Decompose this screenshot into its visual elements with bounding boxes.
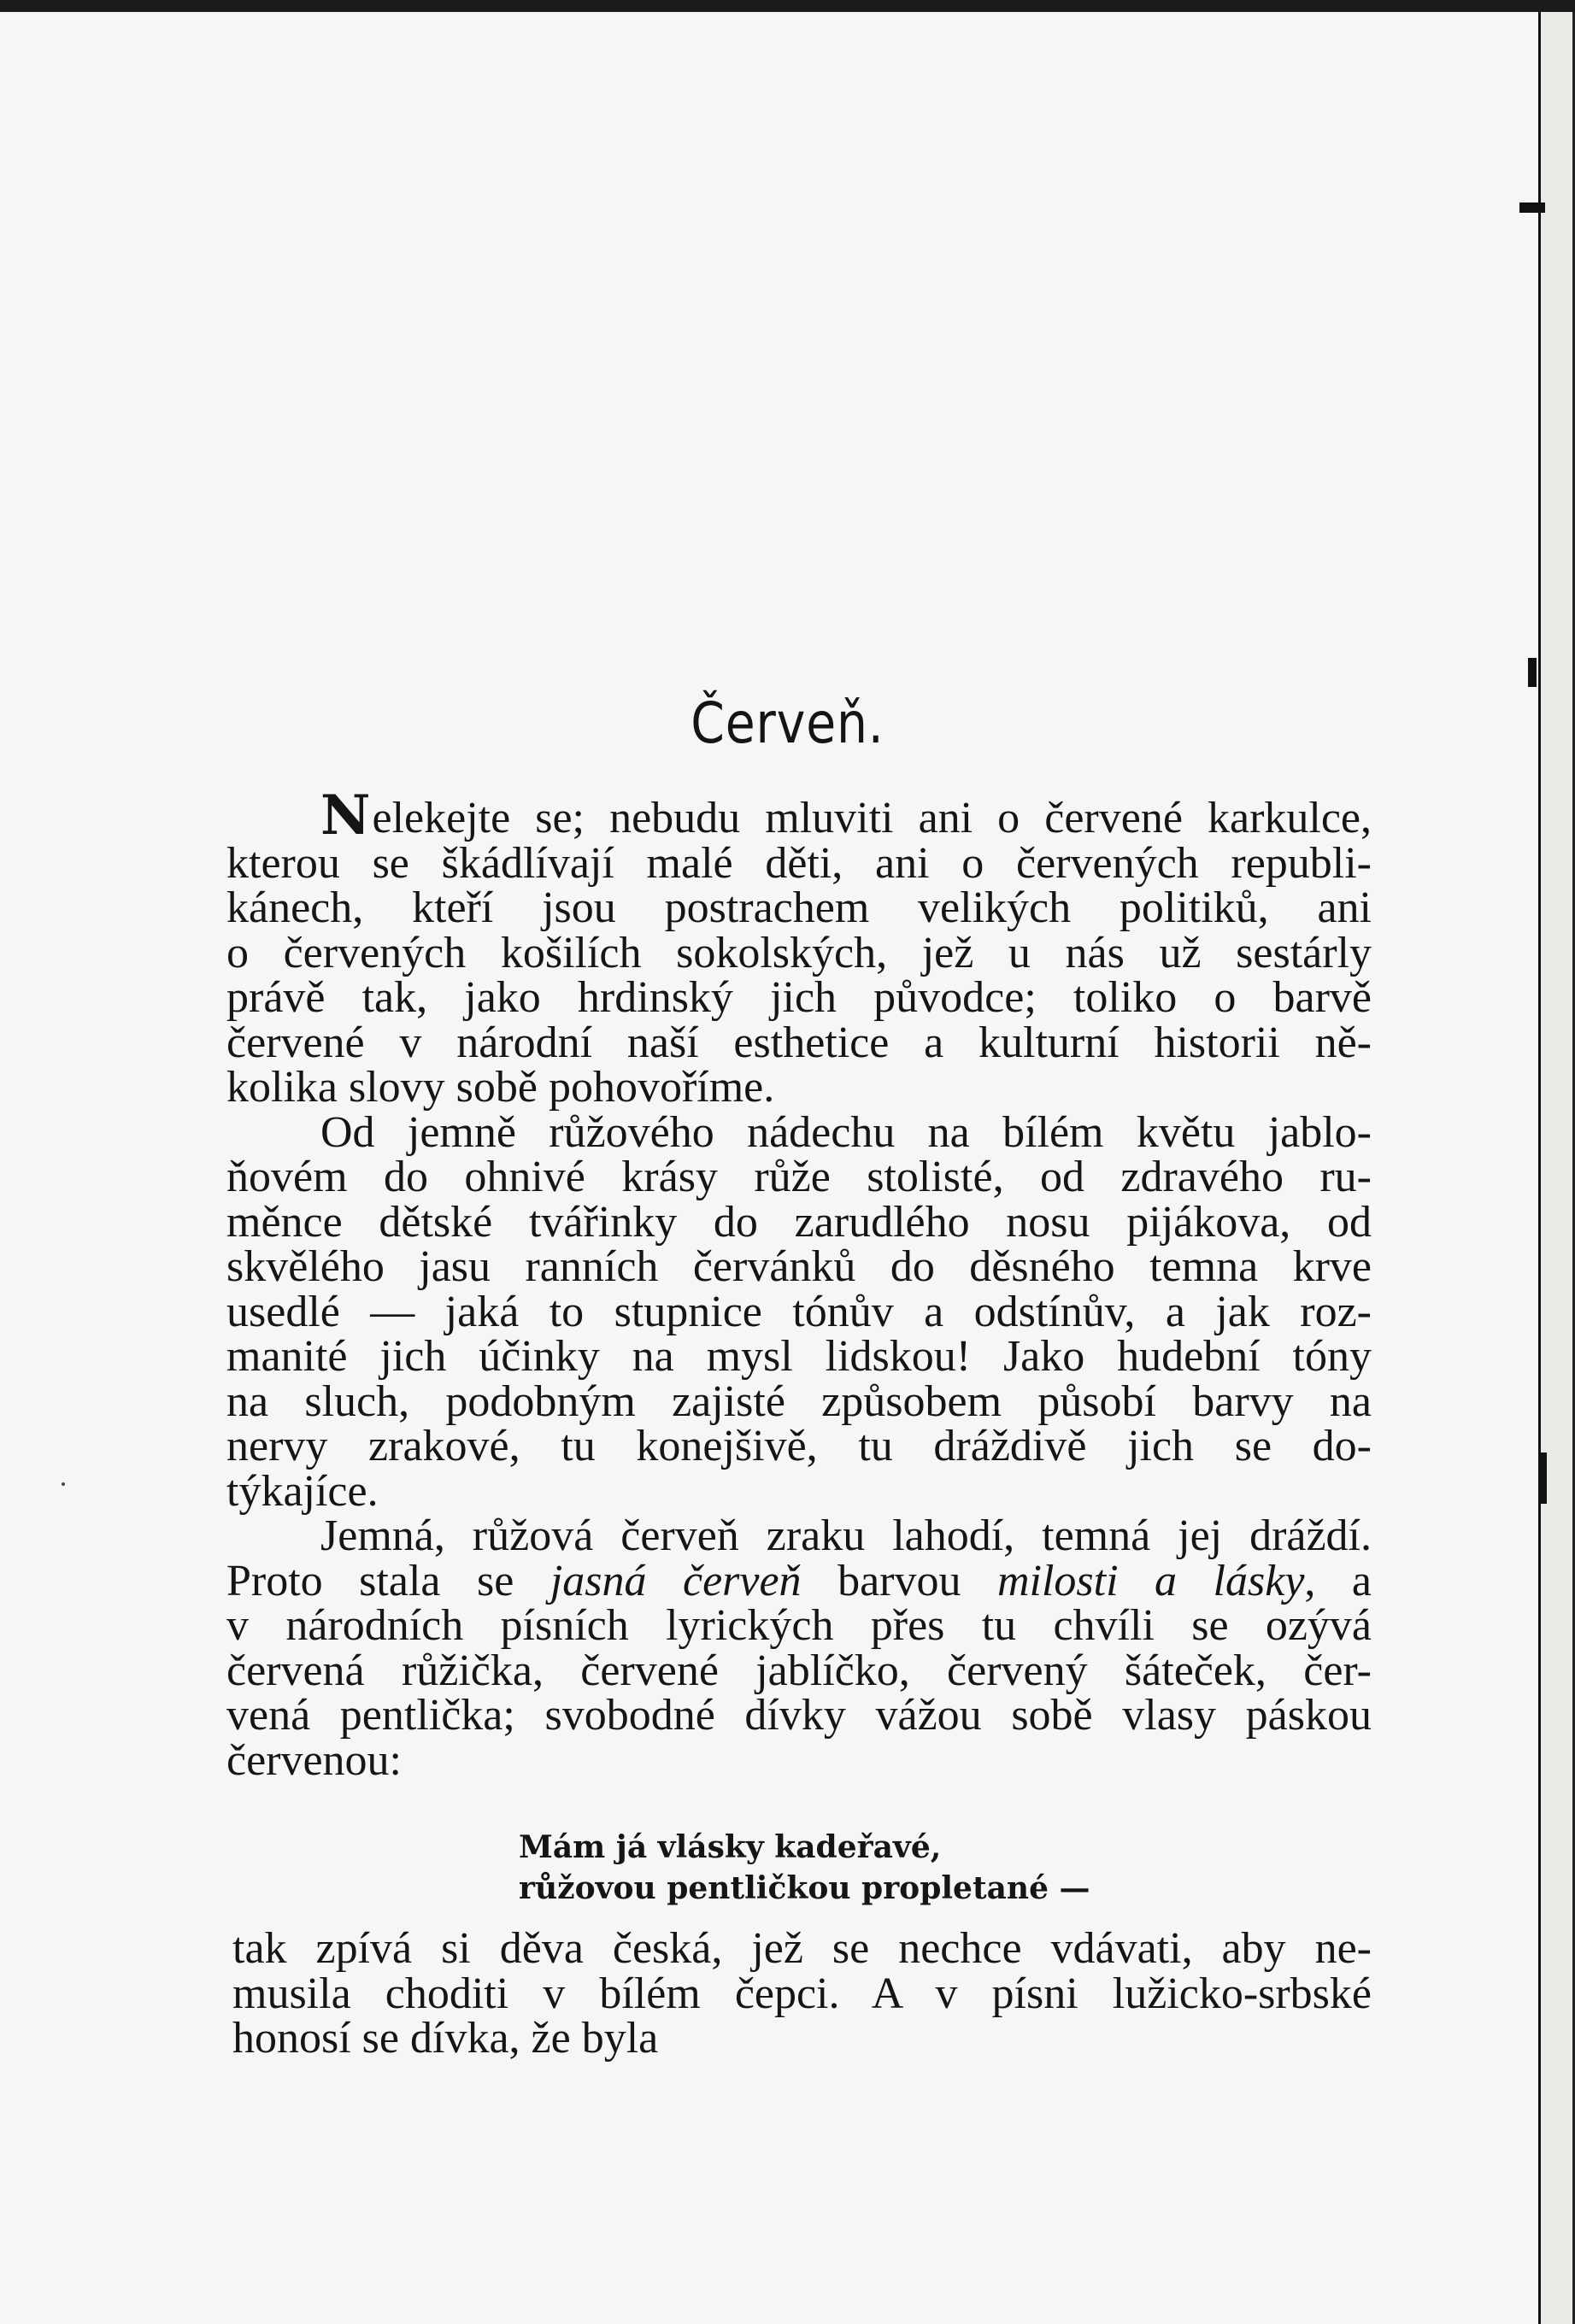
edge-mark (1528, 658, 1537, 687)
emphasis: jasná červeň (549, 1556, 802, 1605)
text-line: kánech, kteří jsou postrachem velikých politiků, ani (226, 883, 1372, 932)
text-line: vená pentlička; svobodné dívky vážou sobě vlasy páskou (226, 1691, 1372, 1740)
page-edge (1530, 12, 1575, 2324)
continuation-text (232, 1924, 1372, 2063)
text-line: červenou: (226, 1735, 403, 1785)
text-line: týkajíce. (226, 1466, 379, 1516)
text-span: elekejte se; nebudu mluviti ani o červené karkulce, (372, 794, 1372, 842)
text-line: červené v národní naší esthetice a kulturní historii ně- (226, 1018, 1372, 1067)
text-line: měnce dětské tvářinky do zarudlého nosu pijákova, od (226, 1197, 1372, 1247)
text-span: Proto stala se (226, 1556, 550, 1605)
text-line: honosí se dívka, že byla (232, 2014, 659, 2063)
speck (62, 1482, 65, 1486)
text-line: v národních písních lyrických přes tu chvíli se ozývá (226, 1601, 1372, 1650)
text-line: kolika slovy sobě pohovoříme. (226, 1063, 775, 1112)
text-line: na sluch, podobným zajisté způsobem působí barvy na (226, 1376, 1372, 1426)
text-span: , a (1304, 1556, 1372, 1605)
verse-quote (519, 1827, 1090, 1909)
verse-line: růžovou pentličkou propletané — (519, 1870, 1090, 1906)
text-line: právě tak, jako hrdinský jich původce; toliko o barvě (226, 973, 1372, 1022)
edge-mark (1538, 1452, 1547, 1504)
text-line: musila choditi v bílém čepci. A v písni lužicko-srbské (232, 1969, 1372, 2018)
text-line: ňovém do ohnivé krásy růže stolisté, od zdravého ru- (226, 1153, 1372, 1201)
text-line: usedlé — jaká to stupnice tónův a odstínův, a jak roz- (226, 1287, 1372, 1336)
text-span: barvou (801, 1556, 997, 1605)
text-line: nervy zrakové, tu konejšivě, tu dráždivě jich se do- (226, 1422, 1372, 1470)
text-line: skvělého jasu ranních červánků do děsného temna krve (226, 1242, 1372, 1291)
text-line: Od jemně růžového nádechu na bílém květu jablo- (320, 1107, 1372, 1157)
verse-line: Mám já vlásky kadeřavé, (519, 1829, 942, 1865)
text-line: tak zpívá si děva česká, jež se nechce vdávati, aby ne- (232, 1924, 1372, 1973)
text-line: kterou se škádlívají malé děti, ani o červených republi- (226, 838, 1372, 888)
text-line: manité jich účinky na mysl lidskou! Jako hudební tóny (226, 1332, 1372, 1381)
text-line: o červených košilích sokolských, jež u nás už sestárly (226, 928, 1372, 977)
text-line (226, 1556, 1372, 1605)
main-text (226, 783, 1372, 1785)
text-line (226, 783, 1372, 848)
chapter-title: Červeň. (691, 690, 884, 756)
edge-mark (1519, 202, 1545, 213)
text-line: Jemná, růžová červeň zraku lahodí, temná jej dráždí. (320, 1511, 1372, 1560)
text-line: červená růžička, červené jablíčko, červený šáteček, čer- (226, 1646, 1372, 1695)
emphasis: milosti a lásky (996, 1556, 1305, 1605)
drop-cap: N (320, 783, 371, 848)
